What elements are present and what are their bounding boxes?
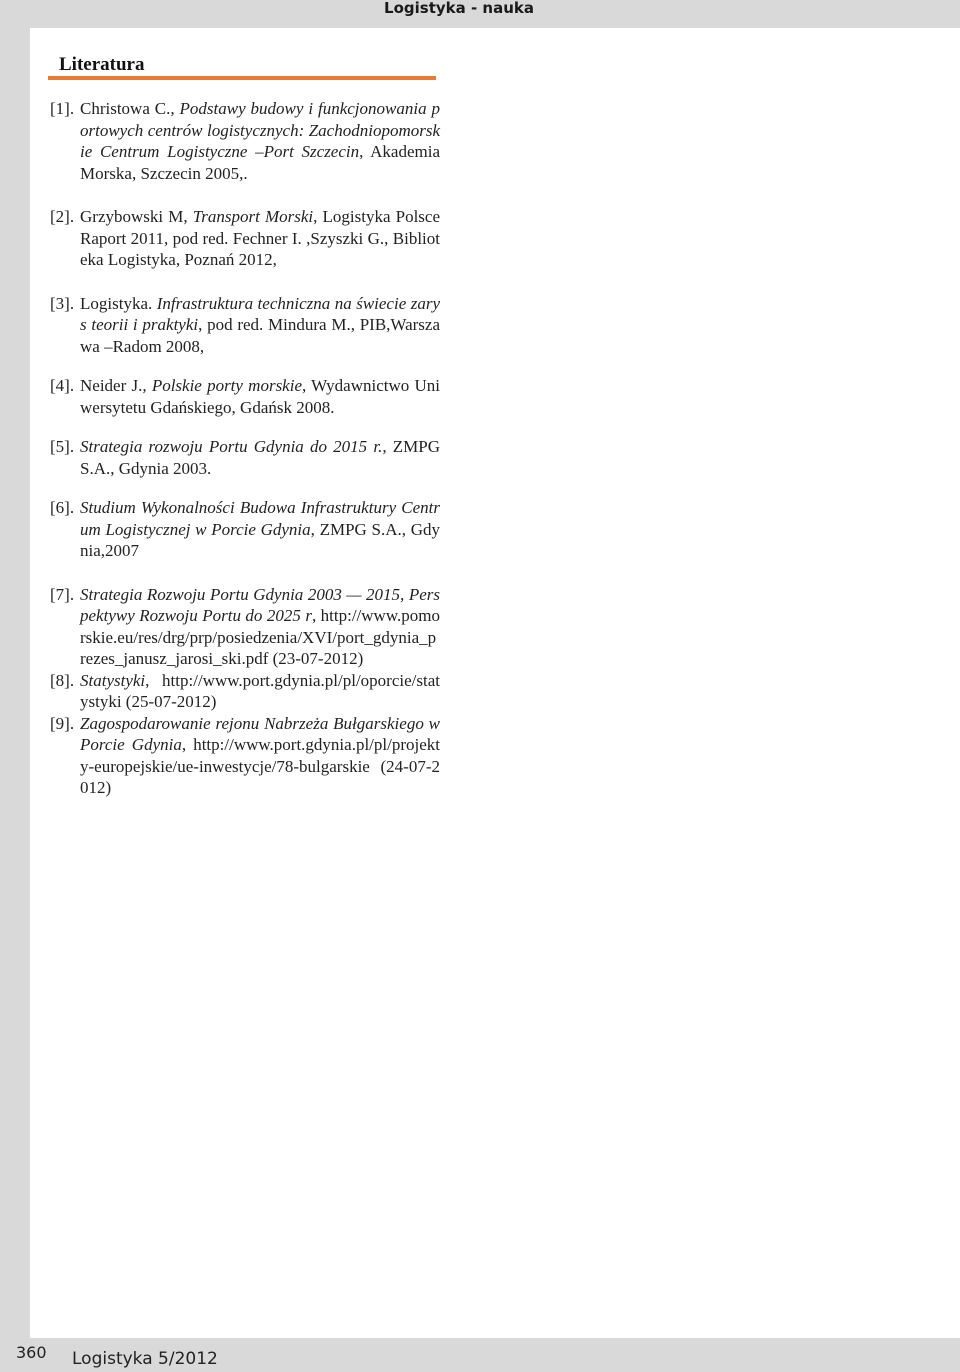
reference-item-1 bbox=[50, 98, 440, 184]
journal-issue: Logistyka 5/2012 bbox=[72, 1349, 218, 1369]
reference-part: , Wydawnictwo Uniwersytetu Gdańskiego, Gdańsk 2008. bbox=[80, 376, 440, 417]
reference-item-9 bbox=[50, 713, 440, 799]
reference-item-7 bbox=[50, 584, 440, 670]
reference-part: , pod red. Mindura M., PIB,Warszawa –Radom 2008, bbox=[80, 315, 440, 356]
reference-number: [3]. bbox=[50, 293, 75, 313]
reference-text bbox=[80, 98, 440, 184]
reference-title: , Podstawy budowy i funkcjonowania portowych centrów logistycznych: Zachodniopomorskie Centrum Logistyczne –Port Szczecin bbox=[80, 99, 440, 161]
reference-title: Strategia rozwoju Portu Gdynia do 2015 r. bbox=[80, 437, 383, 456]
reference-part: Grzybowski M, bbox=[80, 207, 193, 226]
reference-text bbox=[80, 584, 440, 670]
reference-item-6 bbox=[50, 497, 440, 562]
reference-number: [7]. bbox=[50, 584, 75, 604]
reference-item-8 bbox=[50, 670, 440, 713]
reference-number: [8]. bbox=[50, 670, 75, 690]
reference-part: Neider J. bbox=[80, 376, 143, 395]
reference-text bbox=[80, 713, 440, 799]
reference-item-4 bbox=[50, 375, 440, 418]
reference-item-5 bbox=[50, 436, 440, 479]
reference-url-part: , http://www.port.gdynia.pl/pl/oporcie/statystyki (25-07-2012) bbox=[80, 670, 440, 711]
reference-title: Transport Morski bbox=[192, 207, 314, 226]
reference-title: Studium Wykonalności Budowa Infrastruktury Centrum Logistycznej w Porcie Gdynia bbox=[80, 498, 440, 539]
reference-url-part: , http://www.port.gdynia.pl/pl/projekty-europejskie/ue-inwestycje/78-bulgarskie (24-07-2012) bbox=[80, 735, 440, 797]
reference-text bbox=[80, 436, 440, 479]
reference-number: [6]. bbox=[50, 498, 75, 517]
reference-title: Statystyki bbox=[80, 670, 146, 690]
reference-title: Strategia Rozwoju Portu Gdynia 2003 — 2015, Perspektywy Rozwoju Portu do 2025 r bbox=[80, 584, 440, 625]
page-number: 360 bbox=[16, 1343, 47, 1362]
reference-part: , Akademia Morska, Szczecin 2005,. bbox=[80, 142, 441, 183]
reference-text bbox=[80, 375, 440, 418]
section-heading: Literatura bbox=[59, 54, 145, 75]
reference-title: , Polskie porty morskie bbox=[142, 376, 302, 395]
reference-number: [4]. bbox=[50, 376, 75, 395]
reference-text bbox=[80, 670, 440, 713]
reference-number: [1]. bbox=[50, 99, 75, 118]
reference-title: Infrastruktura techniczna na świecie zarys teorii i praktyki bbox=[80, 293, 440, 334]
reference-part: , Logistyka Polsce Raport 2011, pod red. Fechner I. ,Szyszki G., Biblioteka Logistyka, Poznań 2012, bbox=[80, 207, 441, 269]
running-header bbox=[0, 0, 960, 22]
reference-number: [5]. bbox=[50, 437, 75, 456]
reference-title: Zagospodarowanie rejonu Nabrzeża Bułgarskiego w Porcie Gdynia bbox=[80, 713, 440, 754]
reference-number: [2]. bbox=[50, 207, 75, 226]
heading-underline bbox=[48, 76, 436, 80]
reference-text bbox=[80, 497, 440, 562]
reference-url-part: , http://www.pomorskie.eu/res/drg/prp/posiedzenia/XVI/port_gdynia_prezes_janusz_jarosi_ski.pdf (23-07-2012) bbox=[80, 606, 440, 668]
reference-item-2 bbox=[50, 206, 440, 271]
reference-number: [9]. bbox=[50, 713, 75, 733]
reference-part: , ZMPG S.A., Gdynia 2003. bbox=[80, 437, 440, 478]
reference-part: Christowa C. bbox=[80, 99, 171, 118]
reference-part: , ZMPG S.A., Gdynia,2007 bbox=[80, 519, 440, 560]
reference-part: Logistyka. bbox=[80, 293, 157, 313]
reference-text bbox=[80, 293, 440, 358]
running-header-title: Logistyka - nauka bbox=[384, 0, 534, 17]
reference-list bbox=[50, 98, 440, 799]
reference-text bbox=[80, 206, 440, 271]
reference-item-3 bbox=[50, 293, 440, 358]
